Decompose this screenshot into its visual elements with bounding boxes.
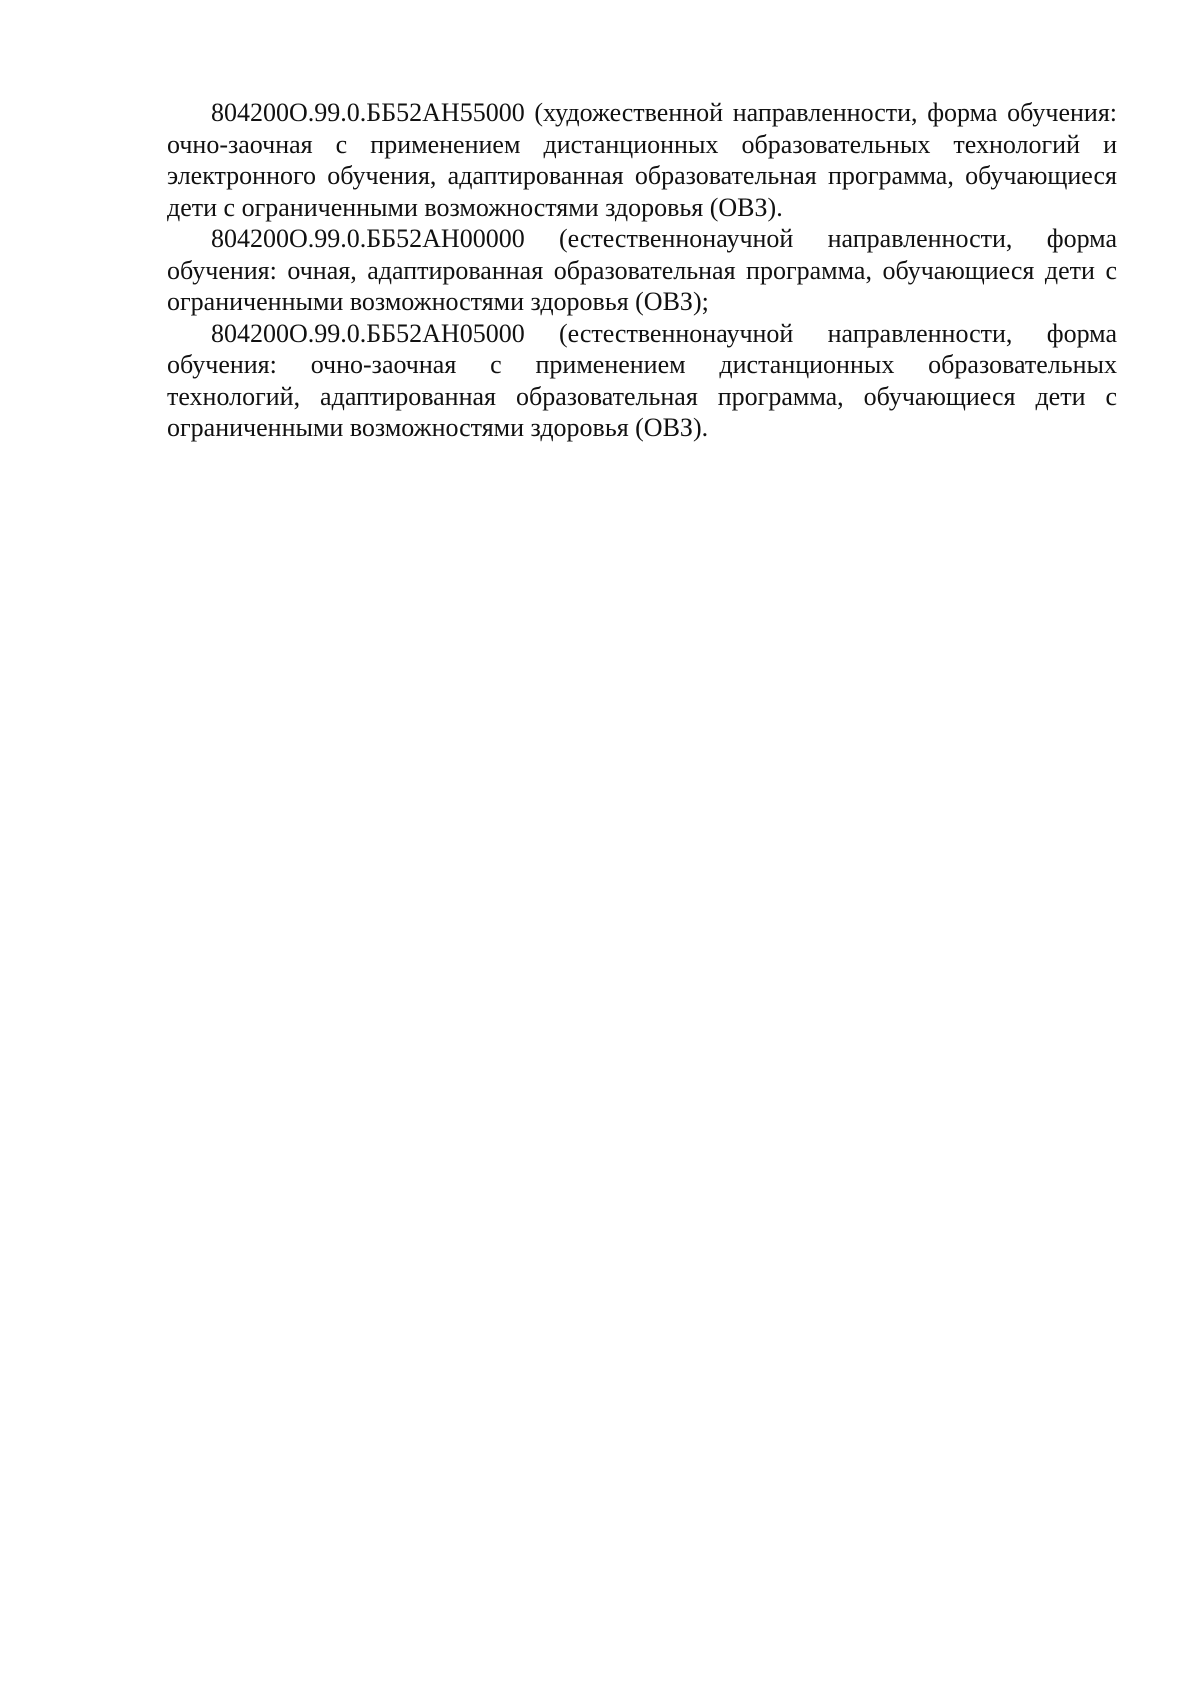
paragraph-art-adapted-distance: 804200О.99.0.ББ52АН55000 (художественной направленности, форма обучения: очно-заочная с применением дистанционных образовательных технологий и электронного обучения, адаптированная образовательная программа, обучающиеся дети с ограниченными возможностями здоровья (ОВЗ).	[167, 98, 1117, 222]
paragraph-science-adapted-fulltime: 804200О.99.0.ББ52АН00000 (естественнонаучной направленности, форма обучения: очная, адаптированная образовательная программа, обучающиеся дети с ограниченными возможностями здоровья (ОВЗ);	[167, 224, 1117, 316]
document-body	[167, 97, 1117, 444]
paragraph-science-adapted-distance: 804200О.99.0.ББ52АН05000 (естественнонаучной направленности, форма обучения: очно-заочная с применением дистанционных образовательных технологий, адаптированная образовательная программа, обучающиеся дети с ограниченными возможностями здоровья (ОВЗ).	[167, 318, 1117, 442]
